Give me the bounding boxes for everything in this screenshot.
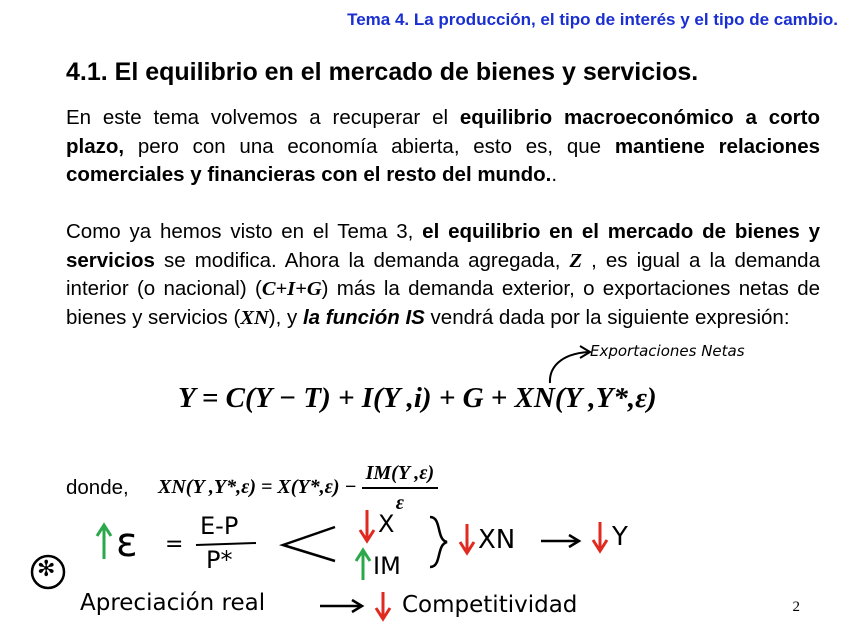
para2-bold-italic: la función IS [302,305,425,329]
hand-frac-den: P* [206,546,233,574]
section-title: 4.1. El equilibrio en el mercado de bienes y servicios. [66,58,699,86]
para2-text-3: , es igual a la demanda interior (o nacional) ( [66,248,820,300]
xn-equation [158,462,438,515]
hand-apreciacion: Apreciación real [80,590,266,616]
xn-fraction-denominator: ε [395,492,404,514]
fraction-line [196,543,256,545]
hand-equals: = [165,532,184,557]
document-header: Tema 4. La producción, el tipo de interés y el tipo de cambio. [347,10,838,29]
less-than-shape [283,527,335,561]
para2-text-1: Como ya hemos visto en el Tema 3, [66,220,423,243]
hand-x: X [378,510,395,538]
hand-star: ✻ [37,557,56,582]
para1-text-3: . [551,163,558,186]
para2-bold-1: el equilibrio en el mercado de bienes y servicios [66,220,820,272]
para2-symbol-z: Z [569,249,583,272]
para2-symbol-cig: C+I+G [261,278,322,300]
para1-text-2: pero con una economía abierta, esto es, que [124,134,615,158]
hand-frac-num: E-P [200,512,239,540]
curly-brace [430,517,447,567]
para2-text-2: se modifica. Ahora la demanda agregada, [154,248,570,272]
hand-im: IM [373,552,401,580]
para1-bold-2: mantiene relaciones comerciales y financieras con el resto del mundo. [66,134,820,186]
xn-equation-lhs: XN(Y ,Y*,ε) = X(Y*,ε) − [158,476,357,499]
annotation-net-exports: Exportaciones Netas [590,342,745,360]
para2-text-6: vendrá dada por la siguiente expresión: [424,305,790,329]
para2-text-5: ), y [268,305,303,329]
xn-fraction [362,462,439,515]
para1-text-1: En este tema volvemos a recuperar el [66,106,460,129]
page-number: 2 [792,599,800,615]
hand-competitividad: Competitividad [402,592,578,618]
donde-label: donde, [66,476,129,499]
para1-bold-1: equilibrio macroeconómico a corto plazo, [66,106,821,158]
hand-epsilon: ε [116,520,138,566]
hand-y: Y [612,522,628,552]
para2-symbol-xn: XN [240,306,269,329]
is-equation: Y = C(Y − T) + I(Y ,i) + G + XN(Y ,Y*,ε) [178,382,657,414]
para2-text-4: ) más la demanda exterior, o exportaciones netas de bienes y servicios ( [66,277,820,329]
xn-fraction-numerator: IM(Y ,ε) [362,462,439,489]
hand-xn: XN [478,525,516,555]
